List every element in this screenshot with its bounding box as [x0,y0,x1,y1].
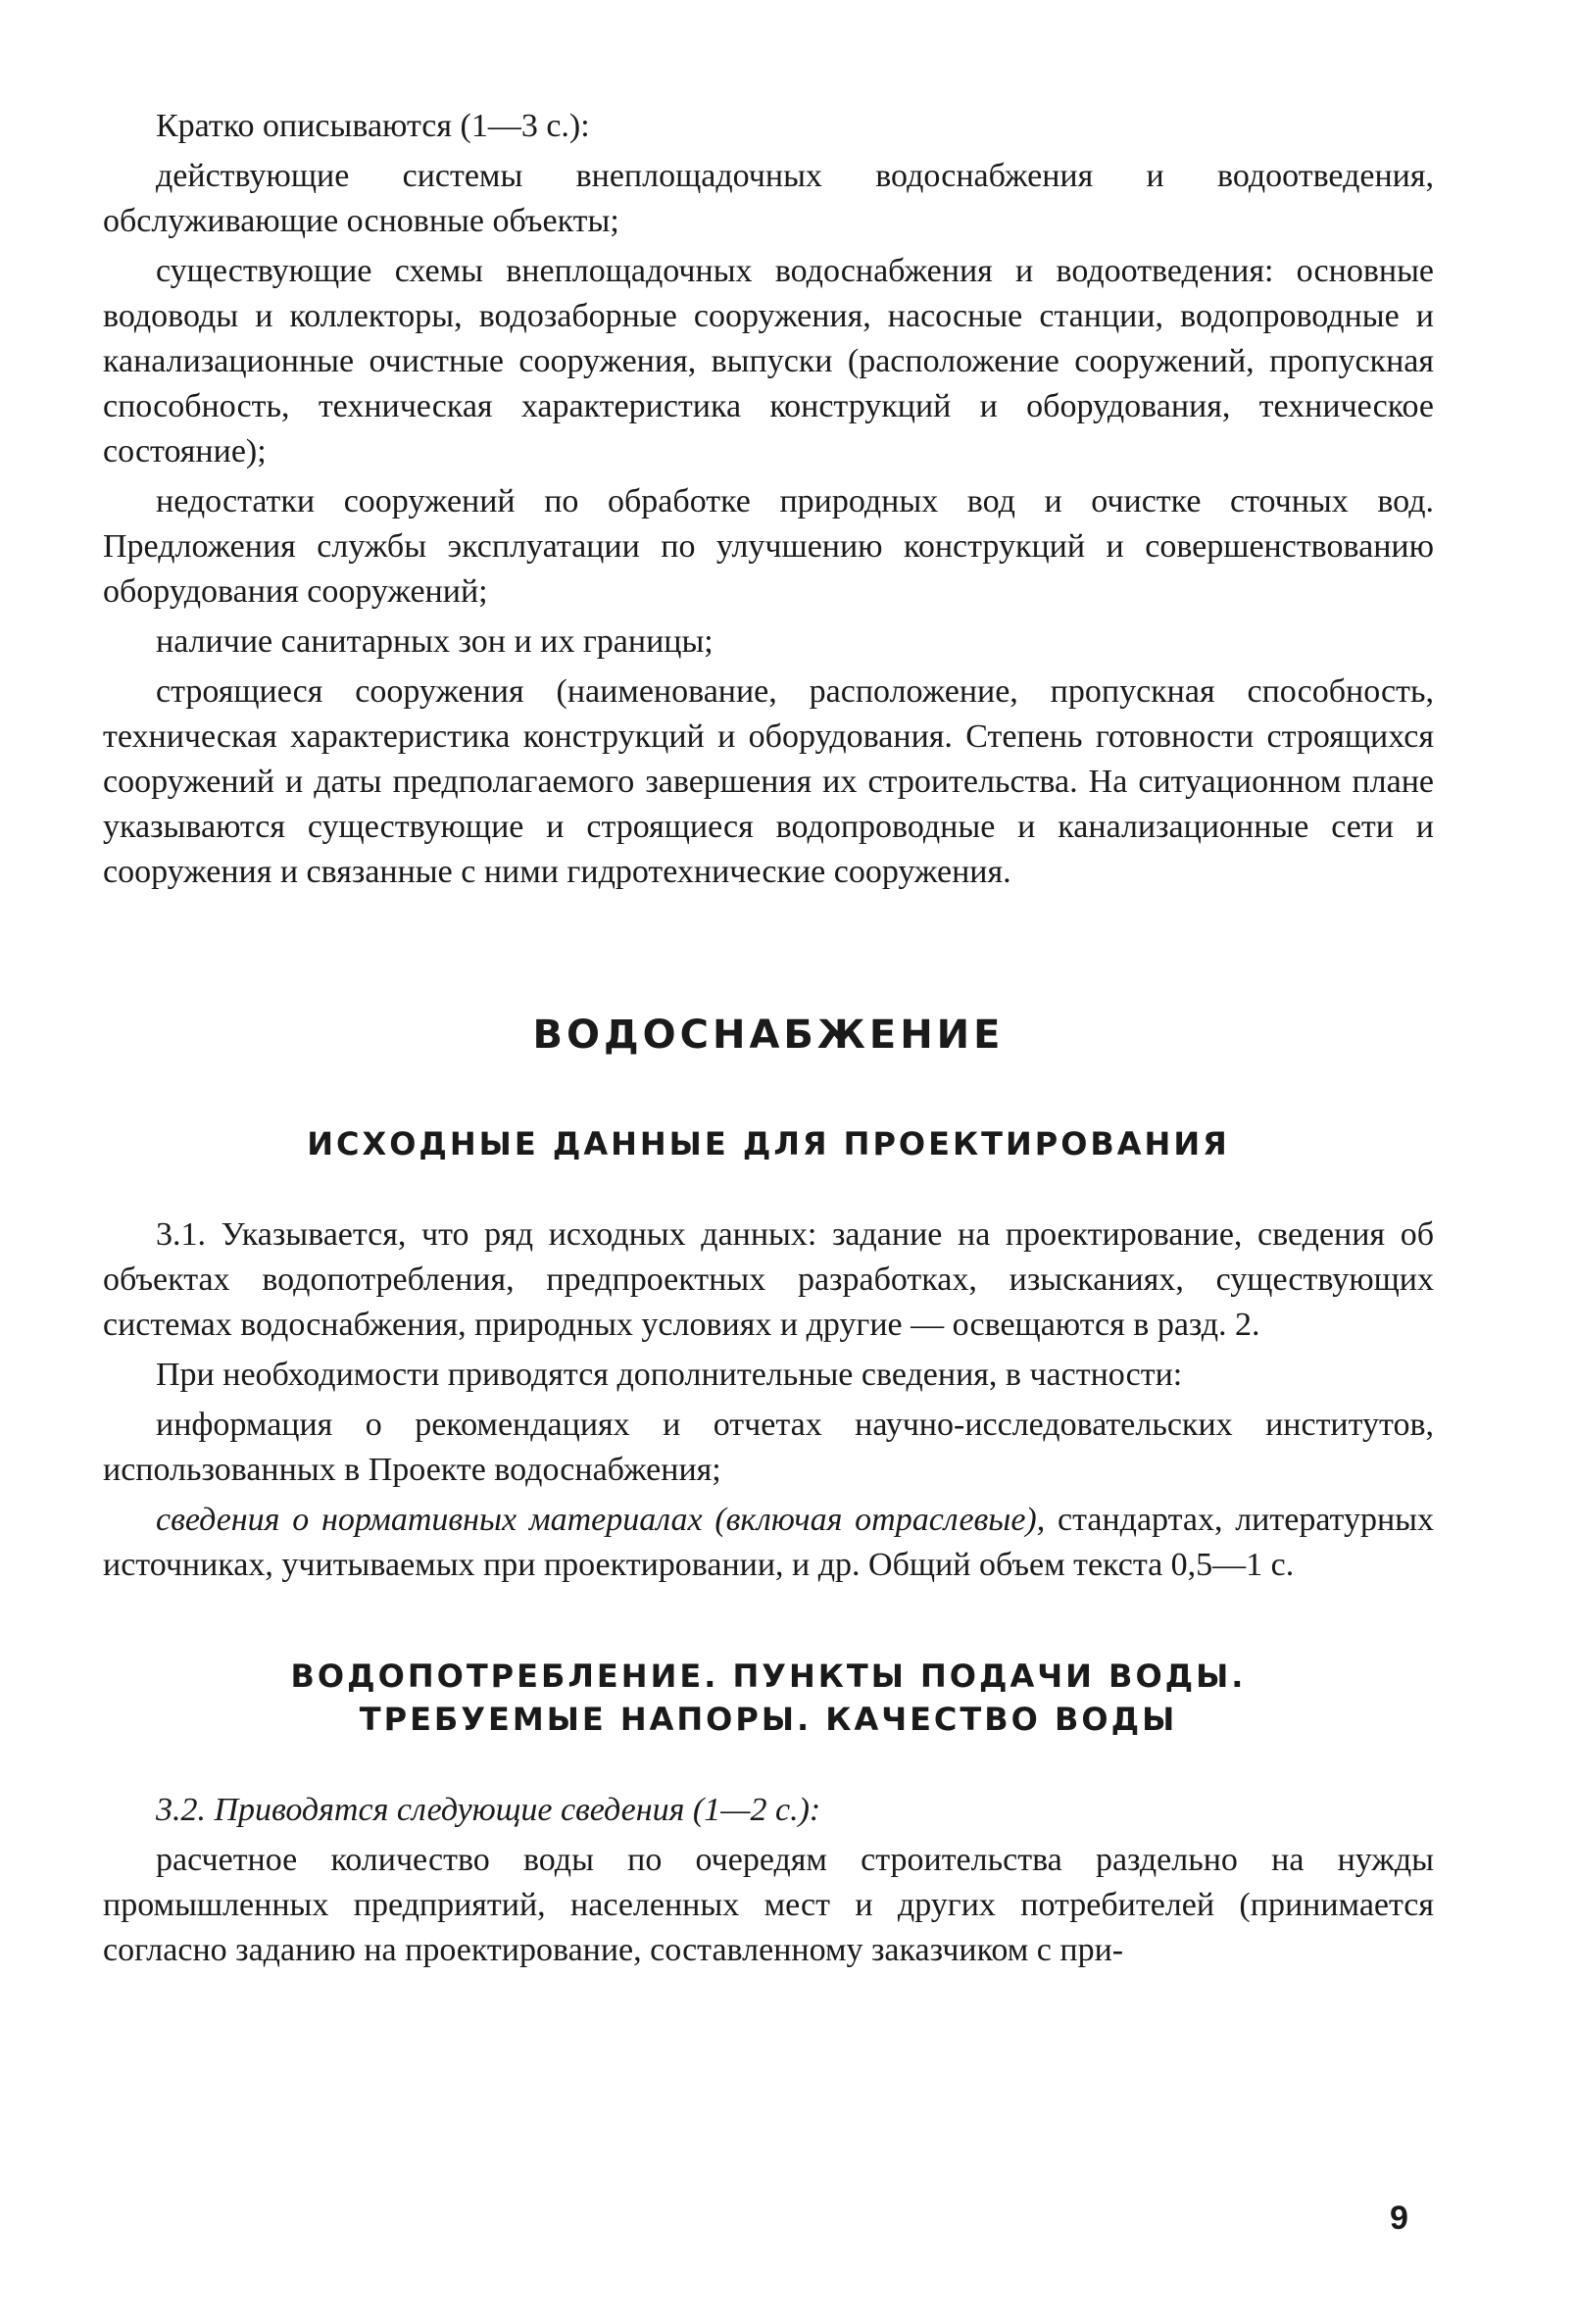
section-title: ВОДОСНАБЖЕНИЕ [532,1013,1005,1058]
intro-item-1: действующие системы внеплощадочных водоснабжения и водоотведения, обслуживающие основные объекты; [103,158,1434,239]
paragraph-research-info: информация о рекомендациях и отчетах научно-исследовательских институтов, использованных в Проекте водоснабжения; [103,1407,1434,1488]
normative-rest-text: стандартах, литературных источниках, учитываемых при проектировании, и др. Общий объем текста 0,5—1 с. [103,1502,1434,1583]
intro-lead: Кратко описываются (1—3 с.): [156,108,590,144]
intro-item-5: строящиеся сооружения (наименование, расположение, пропускная способность, техническая характеристика конструкций и оборудования. Степень готовности строящихся сооружений и даты предполагаемого завершения их строительства. На ситуационном плане указываются существующие и строящиеся водопроводные и канализационные сети и сооружения и связанные с ними гидротехнические сооружения. [103,673,1434,890]
paragraph-additional-info: При необходимости приводятся дополнительные сведения, в частности: [156,1357,1183,1393]
subsection-title-line-2: ТРЕБУЕМЫЕ НАПОРЫ. КАЧЕСТВО ВОДЫ [359,1701,1178,1738]
subsection-title-source-data: ИСХОДНЫЕ ДАННЫЕ ДЛЯ ПРОЕКТИРОВАНИЯ [307,1125,1230,1162]
intro-item-3: недостатки сооружений по обработке природных вод и очистке сточных вод. Предложения службы эксплуатации по улучшению конструкций и совершенствованию оборудования сооружений; [103,483,1434,610]
subsection-title-line-1: ВОДОПОТРЕБЛЕНИЕ. ПУНКТЫ ПОДАЧИ ВОДЫ. [290,1657,1247,1695]
intro-item-4: наличие санитарных зон и их границы; [156,623,714,660]
paragraph-normative-materials [103,1498,1434,1588]
intro-item-2: существующие схемы внеплощадочных водоснабжения и водоотведения: основные водоводы и коллекторы, водозаборные сооружения, насосные станции, водопроводные и канализационные очистные сооружения, выпуски (расположение сооружений, пропускная способность, техническая характеристика конструкций и оборудования, техническое состояние); [103,253,1434,470]
paragraph-3-1: 3.1. Указывается, что ряд исходных данных: задание на проектирование, сведения об объектах водопотребления, предпроектных разработках, изысканиях, существующих системах водоснабжения, природных условиях и другие — освещаются в разд. 2. [103,1216,1434,1343]
paragraph-calc-water: расчетное количество воды по очередям строительства раздельно на нужды промышленных предприятий, населенных мест и других потребителей (принимается согласно заданию на проектирование, составленному заказчиком с при- [103,1842,1434,1968]
normative-italic-text: сведения о нормативных материалах (включая отраслевые), [156,1502,1046,1538]
page-content [103,104,1434,1978]
page-number: 9 [1390,2200,1408,2237]
paragraph-3-2: 3.2. Приводятся следующие сведения (1—2 с.): [156,1792,821,1828]
